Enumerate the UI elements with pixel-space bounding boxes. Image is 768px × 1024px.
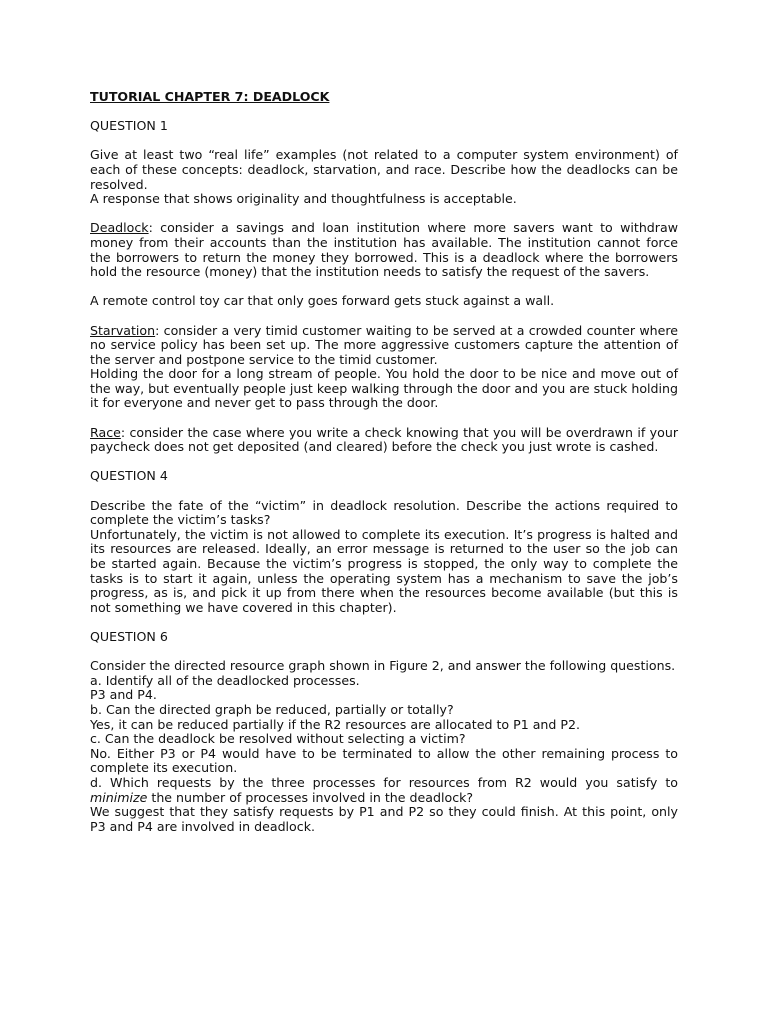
document-title: TUTORIAL CHAPTER 7: DEADLOCK xyxy=(90,89,330,104)
question-6c: c. Can the deadlock be resolved without selecting a victim? xyxy=(90,731,466,747)
question-4-heading: QUESTION 4 xyxy=(90,468,168,484)
answer-6a: P3 and P4. xyxy=(90,687,157,703)
question-6-heading: QUESTION 6 xyxy=(90,628,168,644)
race-text: : consider the case where you write a check knowing that you will be overdrawn if your paycheck does not get deposited (and cleared) before the check you just wrote is cashed. xyxy=(90,424,678,455)
question-4-prompt: Describe the fate of the “victim” in deadlock resolution. Describe the actions required to complete the victim’s tasks? xyxy=(90,497,678,528)
deadlock-paragraph xyxy=(90,221,678,279)
question-1-heading: QUESTION 1 xyxy=(90,118,168,134)
document-page xyxy=(90,90,678,834)
question-4-answer: Unfortunately, the victim is not allowed to complete its execution. It’s progress is halted and its resources are released. Ideally, an error message is returned to the user so the job can be started again. Because the victim’s progress is stopped, the only way to complete the tasks is to start it again, unless the operating system has a mechanism to save the job’s progress, as is, and pick it up from there when the resources become available (but this is not something we have covered in this chapter). xyxy=(90,526,678,615)
question-1-note: A response that shows originality and thoughtfulness is acceptable. xyxy=(90,191,517,207)
race-paragraph xyxy=(90,426,678,455)
answer-6b: Yes, it can be reduced partially if the R2 resources are allocated to P1 and P2. xyxy=(90,716,581,732)
question-6a: a. Identify all of the deadlocked processes. xyxy=(90,672,360,688)
question-6d-pre: d. Which requests by the three processes for resources from R2 would you satisfy to xyxy=(90,774,678,790)
question-6-body xyxy=(90,659,678,834)
starvation-term: Starvation xyxy=(90,322,156,338)
question-6d-post: the number of processes involved in the deadlock? xyxy=(147,789,474,805)
race-term: Race xyxy=(90,424,121,440)
question-6-intro: Consider the directed resource graph shown in Figure 2, and answer the following questions. xyxy=(90,658,676,674)
question-6b: b. Can the directed graph be reduced, partially or totally? xyxy=(90,701,454,717)
answer-6d: We suggest that they satisfy requests by P1 and P2 so they could finish. At this point, only P3 and P4 are involved in deadlock. xyxy=(90,804,678,834)
toy-car-example: A remote control toy car that only goes forward gets stuck against a wall. xyxy=(90,293,555,309)
question-1-prompt xyxy=(90,148,678,192)
question-6d-emphasis: minimize xyxy=(90,789,148,805)
question-6d xyxy=(90,776,678,805)
answer-6c: No. Either P3 or P4 would have to be terminated to allow the other remaining process to complete its execution. xyxy=(90,745,678,776)
door-example: Holding the door for a long stream of people. You hold the door to be nice and move out of the way, but eventually people just keep walking through the door and you are stuck holding it for everyone and never get to pass through the door. xyxy=(90,366,678,411)
starvation-paragraph xyxy=(90,324,678,368)
deadlock-term: Deadlock xyxy=(90,220,149,236)
deadlock-text: : consider a savings and loan institution where more savers want to withdraw money from their accounts than the institution has available. The institution cannot force the borrowers to return the money they borrowed. This is a deadlock where the borrowers hold the resource (money) that the institution needs to satisfy the request of the savers. xyxy=(90,220,678,280)
starvation-text: : consider a very timid customer waiting to be served at a crowded counter where no service policy has been set up. The more aggressive customers capture the attention of the server and postpone service to the timid customer. xyxy=(90,322,678,367)
question-1-prompt-text: Give at least two “real life” examples (not related to a computer system environment) of each of these concepts: deadlock, starvation, and race. Describe how the deadlocks can be resolved. xyxy=(90,147,678,192)
